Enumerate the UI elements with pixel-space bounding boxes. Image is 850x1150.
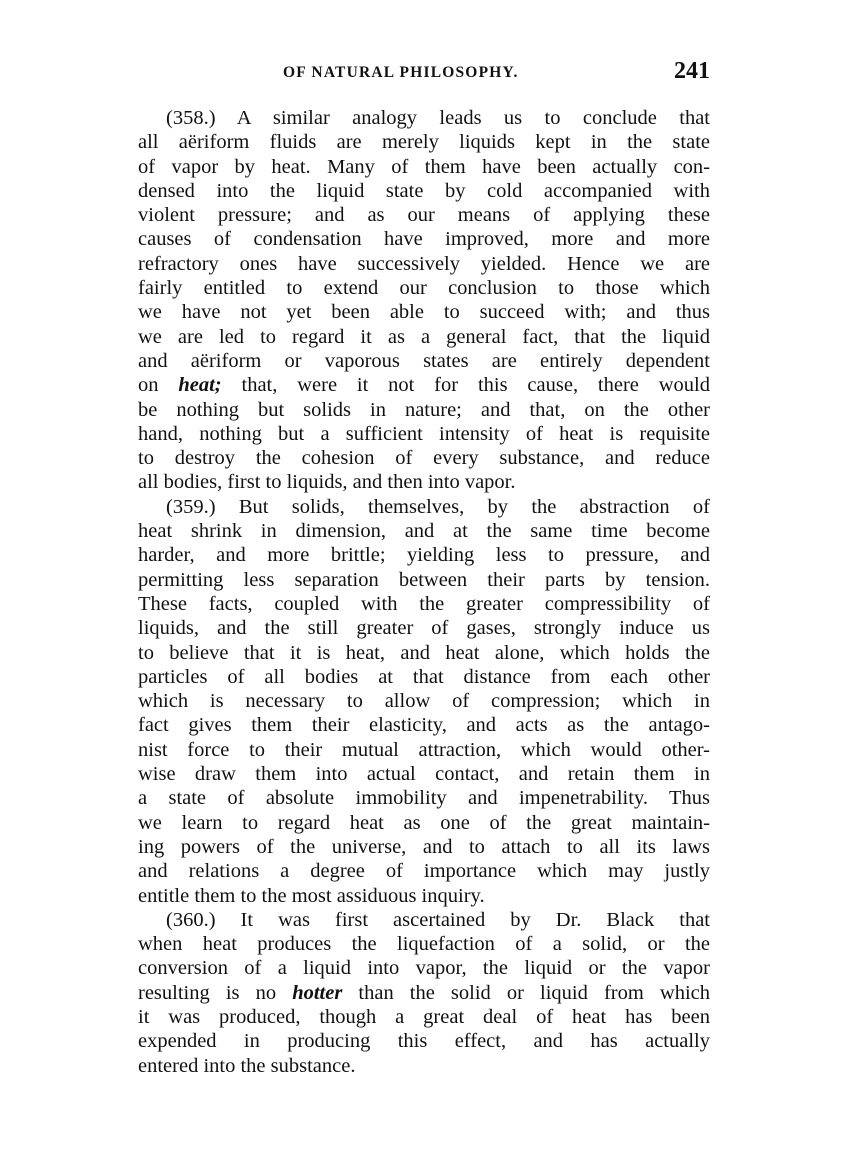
paragraph-358-line: all bodies, first to liquids, and then into vapor. [138,471,516,494]
paragraph-359-line: harder, and more brittle; yielding less to pressure, and [138,544,710,567]
paragraph-358-line: fairly entitled to extend our conclusion to those which [138,277,710,300]
paragraph-359-line: liquids, and the still greater of gases, strongly induce us [138,617,710,640]
paragraph-358-line [138,373,710,397]
paragraph-359-line: These facts, coupled with the greater compressibility of [138,592,710,615]
paragraph-359-line: to believe that it is heat, and heat alone, which holds the [138,641,710,664]
paragraph-358-line: to destroy the cohesion of every substance, and reduce [138,447,710,470]
paragraph-358-line: all aëriform fluids are merely liquids kept in the state [138,131,710,154]
paragraph-358-line: and aëriform or vaporous states are entirely dependent [138,349,710,372]
line-text: on [138,374,179,397]
paragraph-359-line: particles of all bodies at that distance from each other [138,665,710,688]
paragraph-359-line: fact gives them their elasticity, and acts as the antago- [138,714,710,737]
paragraph-359-line: ing powers of the universe, and to attach to all its laws [138,835,710,858]
paragraph-358-line: we have not yet been able to succeed with; and thus [138,301,710,324]
body-text [138,106,710,1078]
paragraph-359-line: (359.) But solids, themselves, by the abstraction of [166,495,710,518]
paragraph-360-line: entered into the substance. [138,1054,356,1077]
running-title: OF NATURAL PHILOSOPHY. [283,64,519,81]
emphasized-word: hotter [292,981,343,1004]
paragraph-358-line: be nothing but solids in nature; and that, on the other [138,398,710,421]
page-number: 241 [674,58,710,84]
paragraph-358-line: (358.) A similar analogy leads us to conclude that [166,107,710,129]
line-text: resulting is no [138,981,293,1004]
paragraph-359-line: wise draw them into actual contact, and retain them in [138,763,710,786]
paragraph-360-line: (360.) It was first ascertained by Dr. Black that [166,908,710,931]
line-text: that, were it not for this cause, there would [221,374,710,397]
paragraph-360-line [138,981,710,1005]
paragraph-359-line: nist force to their mutual attraction, which would other- [138,738,710,761]
paragraph-360-line: conversion of a liquid into vapor, the liquid or the vapor [138,957,710,980]
paragraph-358-line: violent pressure; and as our means of applying these [138,204,710,227]
paragraph-360-line: expended in producing this effect, and has actually [138,1030,710,1053]
paragraph-359-line: we learn to regard heat as one of the great maintain- [138,811,710,834]
paragraph-360-line: it was produced, though a great deal of heat has been [138,1005,710,1028]
paragraph-359-line: which is necessary to allow of compression; which in [138,690,710,713]
line-text: than the solid or liquid from which [342,981,710,1004]
paragraph-358-line: hand, nothing but a sufficient intensity of heat is requisite [138,422,710,445]
paragraph-360-line: when heat produces the liquefaction of a solid, or the [138,933,710,956]
paragraph-359-line: permitting less separation between their parts by tension. [138,568,710,591]
emphasized-word: heat; [178,374,222,397]
paragraph-358-line: of vapor by heat. Many of them have been actually con- [138,155,710,178]
running-header [138,60,710,90]
paragraph-358-line: refractory ones have successively yielded. Hence we are [138,252,710,275]
paragraph-358-line: causes of condensation have improved, more and more [138,228,710,251]
paragraph-359-line: and relations a degree of importance which may justly [138,860,710,883]
paragraph-359-line: a state of absolute immobility and impenetrability. Thus [138,787,710,810]
paragraph-358-line: we are led to regard it as a general fact, that the liquid [138,325,710,348]
paragraph-359-line: heat shrink in dimension, and at the same time become [138,520,710,543]
paragraph-358-line: densed into the liquid state by cold accompanied with [138,179,710,202]
paragraph-359-line: entitle them to the most assiduous inquiry. [138,884,485,907]
